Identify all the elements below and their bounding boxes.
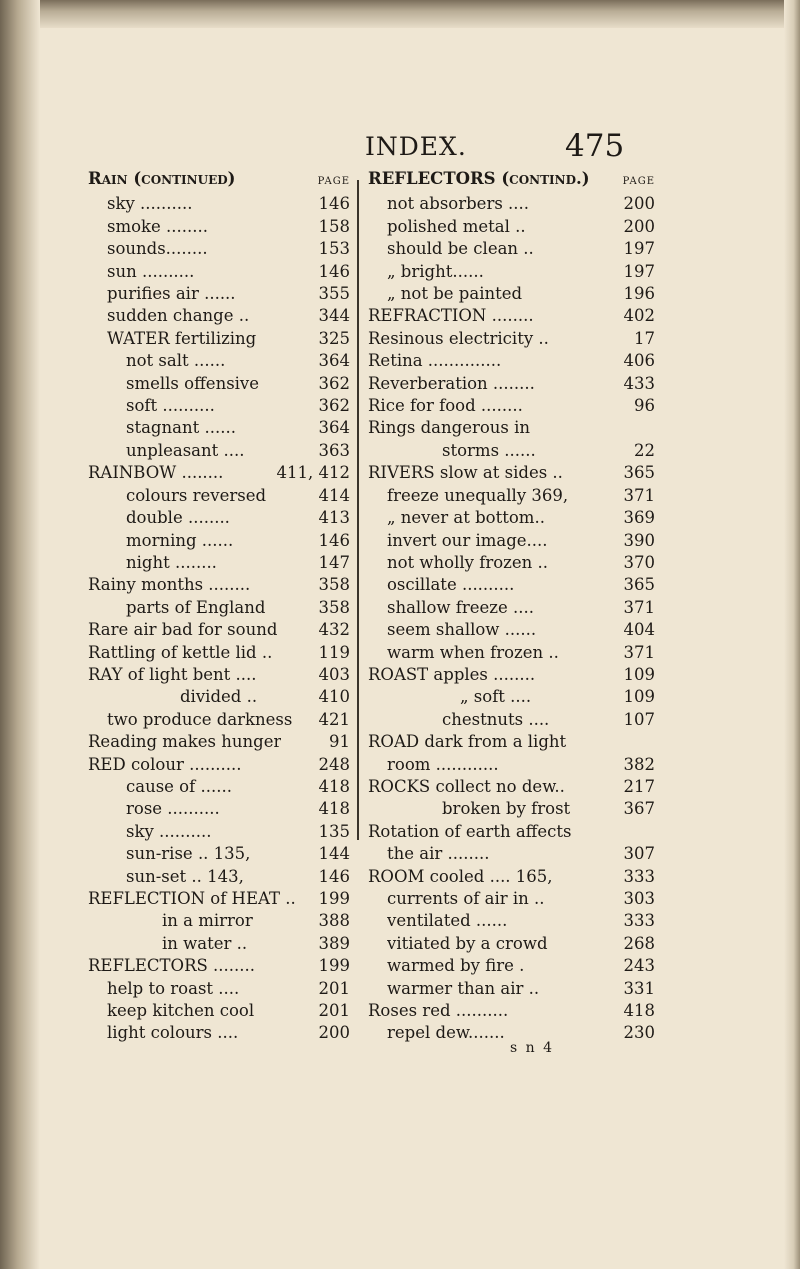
index-entry [88, 574, 350, 596]
entry-page: 331 [623, 978, 655, 998]
index-entry [368, 686, 655, 708]
index-entry [88, 686, 350, 708]
index-entry [88, 709, 350, 731]
entry-page: 371 [623, 485, 655, 505]
entry-page: 388 [318, 911, 350, 931]
entry-text: smells offensive [126, 373, 260, 393]
entry-page: 418 [623, 1001, 655, 1021]
entry-text: „ bright...... [387, 261, 484, 281]
entry-page: 146 [318, 261, 350, 281]
index-entry [88, 619, 350, 641]
entry-page: 344 [318, 306, 350, 326]
index-entry [88, 776, 350, 798]
index-entry [88, 507, 350, 529]
entry-text: double ........ [126, 508, 230, 528]
column-header [88, 168, 350, 193]
entry-text: sounds........ [107, 239, 208, 259]
entry-text: cause of ...... [126, 776, 232, 796]
index-entry [368, 440, 655, 462]
entry-page: 413 [318, 508, 350, 528]
index-entry [88, 933, 350, 955]
entry-text: night ........ [126, 552, 217, 572]
entry-page: 410 [318, 687, 350, 707]
index-entry [368, 709, 655, 731]
entry-text: RAY of light bent .... [88, 664, 257, 684]
index-entry [368, 552, 655, 574]
entry-text: morning ...... [126, 530, 234, 550]
entry-text: currents of air in .. [387, 889, 545, 908]
index-entry [368, 238, 655, 260]
entry-page: 153 [318, 239, 350, 259]
index-entry [88, 978, 350, 1000]
entry-page: 364 [318, 351, 350, 371]
entry-text: sun-set .. 143, [126, 866, 244, 886]
index-entry [368, 283, 655, 305]
index-entry [88, 440, 350, 462]
entry-text: Rainy months ........ [88, 575, 251, 595]
index-entry [368, 843, 655, 865]
index-entry [368, 350, 655, 372]
entry-page: 109 [623, 664, 655, 684]
entry-page: 135 [318, 821, 350, 841]
entry-page: 364 [318, 418, 350, 438]
entry-text: the air ........ [387, 844, 490, 864]
page-label: PAGE [622, 176, 655, 187]
entry-page: 362 [318, 373, 350, 393]
entry-page: 107 [623, 709, 655, 729]
entry-page: 404 [623, 620, 655, 640]
entry-text: warm when frozen .. [387, 642, 559, 662]
entry-text: light colours .... [107, 1023, 239, 1043]
entry-text: „ not be painted [387, 284, 523, 304]
entry-page: 230 [623, 1023, 655, 1043]
entry-page: 371 [623, 597, 655, 617]
entry-text: Rattling of kettle lid .. [88, 642, 273, 662]
page-top-edge [0, 0, 800, 28]
index-entry [368, 933, 655, 955]
index-entry [368, 574, 655, 596]
index-entry [368, 776, 655, 798]
entry-text: help to roast .... [107, 978, 240, 998]
entry-page: 418 [318, 776, 350, 796]
entry-text: colours reversed [126, 485, 267, 505]
entry-page: 365 [623, 463, 655, 483]
index-entry [88, 955, 350, 977]
entry-page: 197 [623, 239, 655, 259]
entry-text: RED colour .......... [88, 754, 242, 774]
entry-text: REFRACTION ........ [368, 306, 534, 326]
index-entry [368, 395, 655, 417]
page-label: PAGE [317, 176, 350, 187]
index-entry [88, 350, 350, 372]
index-entry [368, 193, 655, 215]
entry-page: 158 [318, 216, 350, 236]
entry-text: Reading makes hunger [88, 732, 282, 752]
entry-text: parts of England [126, 597, 266, 617]
entry-text: in water .. [162, 933, 248, 953]
entry-page: 403 [318, 664, 350, 684]
index-entry [88, 798, 350, 820]
column-divider [357, 180, 359, 840]
entry-text: Retina .............. [368, 351, 502, 371]
entry-text: not salt ...... [126, 351, 226, 371]
entry-page: 268 [623, 933, 655, 953]
index-entry [368, 462, 655, 484]
entry-page: 365 [623, 575, 655, 595]
entry-page: 200 [318, 1023, 350, 1043]
index-entry [368, 798, 655, 820]
entry-text: Rice for food ........ [368, 396, 523, 416]
entry-text: ROOM cooled .... 165, [368, 866, 553, 886]
entry-page: 144 [318, 844, 350, 864]
entry-page: 91 [329, 732, 350, 752]
entry-page: 333 [623, 911, 655, 931]
entry-page: 382 [623, 754, 655, 774]
index-entry [368, 955, 655, 977]
entry-page: 355 [318, 284, 350, 304]
entry-text: unpleasant .... [126, 440, 245, 460]
entry-text: divided .. [180, 687, 258, 707]
index-entry [88, 395, 350, 417]
index-entry [88, 417, 350, 439]
entry-text: Resinous electricity .. [368, 328, 549, 348]
entry-page: 369 [623, 508, 655, 528]
entry-text: „ never at bottom.. [387, 508, 545, 528]
entry-text: ROAST apples ........ [368, 664, 536, 684]
page-right-edge [784, 0, 800, 1269]
entry-text: sudden change .. [107, 306, 250, 326]
entry-text: warmer than air .. [387, 978, 540, 998]
entry-page: 147 [318, 552, 350, 572]
entry-page: 197 [623, 261, 655, 281]
entry-page: 358 [318, 575, 350, 595]
entry-text: chestnuts .... [442, 709, 550, 729]
entry-text: Rare air bad for sound [88, 620, 278, 640]
right-column [368, 168, 655, 1045]
entry-page: 146 [318, 530, 350, 550]
entry-text: should be clean .. [387, 239, 534, 259]
index-entry [88, 305, 350, 327]
entry-text: storms ...... [442, 440, 536, 460]
entry-page: 389 [318, 933, 350, 953]
entry-text: sun-rise .. 135, [126, 844, 251, 864]
entry-text: REFLECTORS ........ [88, 956, 256, 976]
index-entry [88, 328, 350, 350]
index-entry [88, 910, 350, 932]
entry-page: 418 [318, 799, 350, 819]
index-entry [368, 731, 655, 753]
entry-text: keep kitchen cool [107, 1001, 255, 1021]
index-entry [368, 664, 655, 686]
entry-page: 325 [318, 328, 350, 348]
entry-page: 363 [318, 440, 350, 460]
index-entry [368, 216, 655, 238]
entry-text: RAINBOW ........ [88, 463, 224, 483]
entry-text: invert our image.... [387, 530, 548, 550]
index-entry [88, 193, 350, 215]
index-entry [368, 754, 655, 776]
column-header [368, 168, 655, 193]
entry-text: in a mirror [162, 911, 253, 931]
entry-page: 370 [623, 552, 655, 572]
entry-page: 307 [623, 844, 655, 864]
left-column [88, 168, 350, 1045]
entry-page: 333 [623, 866, 655, 886]
entry-page: 199 [318, 956, 350, 976]
index-entry [368, 642, 655, 664]
entry-page: 17 [634, 328, 655, 348]
entry-text: WATER fertilizing [107, 328, 257, 348]
index-entry [368, 821, 655, 843]
index-entry [88, 283, 350, 305]
entry-text: not wholly frozen .. [387, 552, 548, 572]
entry-page: 248 [318, 754, 350, 774]
entry-text: Reverberation ........ [368, 373, 535, 393]
entry-page: 433 [623, 373, 655, 393]
entry-text: sky .......... [126, 821, 212, 841]
entry-text: oscillate .......... [387, 575, 515, 595]
entry-text: Rings dangerous in [368, 418, 531, 438]
entry-page: 411, 412 [276, 463, 350, 483]
index-entry [88, 1022, 350, 1044]
entry-page: 200 [623, 194, 655, 214]
entry-text: RIVERS slow at sides .. [368, 463, 563, 483]
entry-page: 371 [623, 642, 655, 662]
entry-page: 201 [318, 1001, 350, 1021]
entry-page: 109 [623, 687, 655, 707]
entry-text: soft .......... [126, 396, 215, 416]
index-entry [88, 597, 350, 619]
entry-page: 201 [318, 978, 350, 998]
entry-text: warmed by fire . [387, 956, 525, 976]
entry-page: 406 [623, 351, 655, 371]
entry-text: rose .......... [126, 799, 220, 819]
index-entry [88, 530, 350, 552]
column-header-text: REFLECTORS (contind.) [368, 169, 590, 188]
index-entry [368, 373, 655, 395]
index-entry [368, 866, 655, 888]
entry-text: smoke ........ [107, 216, 209, 236]
index-entry [368, 1000, 655, 1022]
entry-page: 414 [318, 485, 350, 505]
entry-page: 22 [634, 440, 655, 460]
entry-text: sky .......... [107, 194, 193, 214]
index-entry [88, 261, 350, 283]
index-entry [88, 1000, 350, 1022]
index-entry [88, 552, 350, 574]
entry-text: REFLECTION of HEAT .. [88, 889, 296, 908]
index-entry [368, 978, 655, 1000]
index-entry [368, 507, 655, 529]
index-entry [88, 664, 350, 686]
right-entries [368, 193, 655, 1044]
index-entry [88, 888, 350, 910]
index-entry [88, 485, 350, 507]
entry-text: broken by frost [442, 799, 571, 819]
entry-page: 119 [318, 642, 350, 662]
entry-text: Roses red .......... [368, 1001, 509, 1021]
entry-page: 146 [318, 866, 350, 886]
entry-text: freeze unequally 369, [387, 485, 569, 505]
entry-page: 146 [318, 194, 350, 214]
entry-text: „ soft .... [460, 687, 532, 707]
entry-text: sun .......... [107, 261, 195, 281]
entry-text: vitiated by a crowd [387, 933, 548, 953]
entry-page: 196 [623, 284, 655, 304]
entry-text: ROAD dark from a light [368, 732, 567, 752]
entry-text: stagnant ...... [126, 418, 236, 438]
entry-text: ventilated ...... [387, 911, 508, 931]
index-entry [88, 216, 350, 238]
entry-text: ROCKS collect no dew.. [368, 776, 565, 796]
entry-page: 367 [623, 799, 655, 819]
entry-page: 217 [623, 776, 655, 796]
entry-page: 200 [623, 216, 655, 236]
index-entry [88, 843, 350, 865]
printer-signature: s n 4 [510, 1040, 555, 1056]
index-entry [368, 417, 655, 439]
index-entry [88, 754, 350, 776]
index-entry [88, 373, 350, 395]
entry-text: Rotation of earth affects [368, 821, 572, 841]
running-head: INDEX. [365, 132, 467, 161]
entry-text: polished metal .. [387, 216, 526, 236]
entry-text: purifies air ...... [107, 284, 236, 304]
entry-text: room ............ [387, 754, 499, 774]
index-entry [368, 619, 655, 641]
index-entry [368, 530, 655, 552]
index-entry [368, 485, 655, 507]
entry-page: 303 [623, 889, 655, 908]
index-entry [88, 821, 350, 843]
entry-page: 421 [318, 709, 350, 729]
entry-text: repel dew....... [387, 1023, 505, 1043]
index-entry [368, 261, 655, 283]
index-entry [88, 238, 350, 260]
column-header-text: Rain (continued) [88, 169, 236, 188]
entry-text: seem shallow ...... [387, 620, 537, 640]
entry-page: 362 [318, 396, 350, 416]
binding-shadow [0, 0, 40, 1269]
entry-page: 432 [318, 620, 350, 640]
entry-page: 390 [623, 530, 655, 550]
index-entry [368, 910, 655, 932]
left-entries [88, 193, 350, 1044]
entry-page: 358 [318, 597, 350, 617]
entry-page: 402 [623, 306, 655, 326]
index-entry [368, 888, 655, 910]
entry-text: two produce darkness [107, 709, 293, 729]
entry-text: shallow freeze .... [387, 597, 534, 617]
index-entry [368, 597, 655, 619]
index-entry [88, 462, 350, 484]
index-entry [88, 642, 350, 664]
entry-text: not absorbers .... [387, 194, 530, 214]
entry-page: 243 [623, 956, 655, 976]
index-entry [368, 305, 655, 327]
index-entry [88, 866, 350, 888]
entry-page: 96 [634, 396, 655, 416]
index-entry [368, 328, 655, 350]
index-entry [88, 731, 350, 753]
entry-page: 199 [318, 889, 350, 908]
page-number: 475 [565, 128, 625, 164]
